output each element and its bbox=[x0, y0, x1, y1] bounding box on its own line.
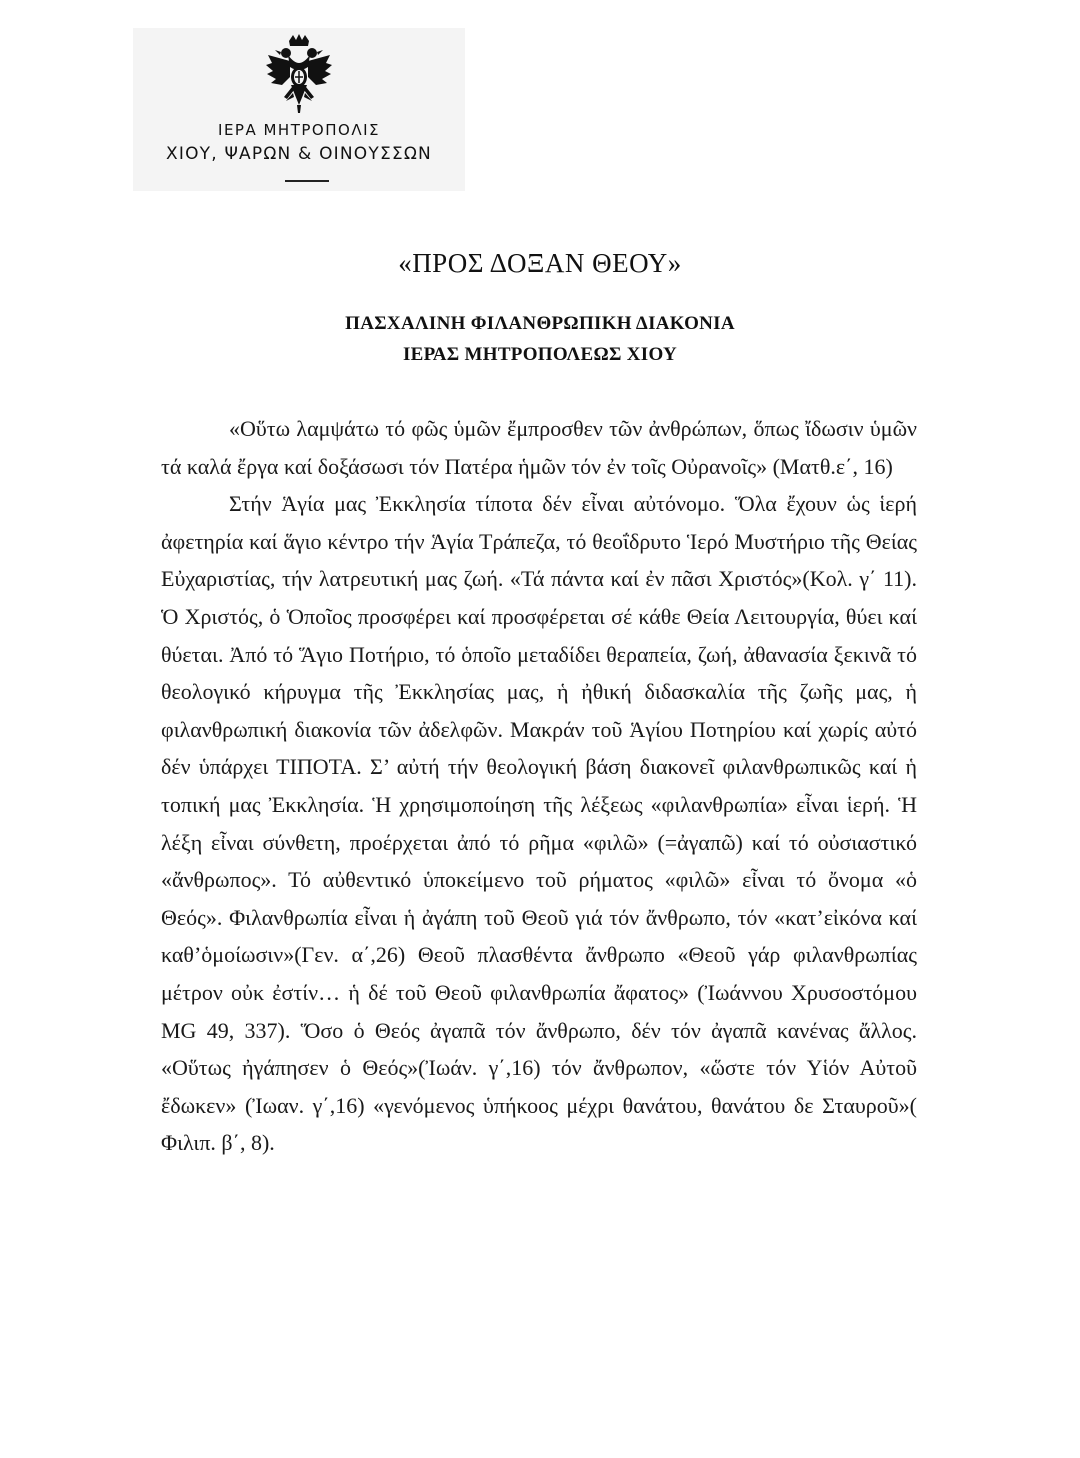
body-text bbox=[161, 410, 917, 1162]
subtitle-line-1: ΠΑΣΧΑΛΙΝΗ ΦΙΛΑΝΘΡΩΠΙΚΗ ΔΙΑΚΟΝΙΑ bbox=[345, 313, 735, 334]
document-title: «ΠΡΟΣ ΔΟΞΑΝ ΘΕΟΥ» bbox=[398, 248, 682, 278]
paragraph-quote: «Οὕτω λαμψάτω τό φῶς ὑμῶν ἔμπροσθεν τῶν ἀνθρώπων, ὅπως ἴδωσιν ὑμῶν τά καλά ἔργα καί δοξάσωσι τόν Πατέρα ἡμῶν τόν ἐν τοῖς Οὐρανοῖς» (Ματθ.ε΄, 16) bbox=[161, 416, 917, 479]
paragraph-main: Στήν Ἁγία μας Ἐκκλησία τίποτα δέν εἶναι αὐτόνομο. Ὅλα ἔχουν ὡς ἱερή ἀφετηρία καί ἅγιο κέντρο τήν Ἁγία Τράπεζα, τό θεοΐδρυτο Ἱερό Μυστήριο τῆς Θείας Εὐχαριστίας, τήν λατρευτική μας ζωή. «Τά πάντα καί ἐν πᾶσι Χριστός»(Κολ. γ΄ 11). Ὁ Χριστός, ὁ Ὁποῖος προσφέρει καί προσφέρεται σέ κάθε Θεία Λειτουργία, θύει καί θύεται. Ἀπό τό Ἅγιο Ποτήριο, τό ὁποῖο μεταδίδει θεραπεία, ζωή, ἀθανασία ξεκινᾶ τό θεολογικό κήρυγμα τῆς Ἐκκλησίας μας, ἡ ἠθική διδασκαλία τῆς ζωῆς μας, ἡ φιλανθρωπική διακονία τῶν ἀδελφῶν. Μακράν τοῦ Ἁγίου Ποτηρίου καί χωρίς αὐτό δέν ὑπάρχει ΤΙΠΟΤΑ. Σ’ αὐτή τήν θεολογική βάση διακονεῖ φιλανθρωπικῶς καί ἡ τοπική μας Ἐκκλησία. Ἡ χρησιμοποίηση τῆς λέξεως «φιλανθρωπία» εἶναι ἱερή. Ἡ λέξη εἶναι σύνθετη, προέρχεται ἀπό τό ρῆμα «φιλῶ» (=ἀγαπῶ) καί τό οὐσιαστικό «ἄνθρωπος». Τό αὐθεντικό ὑποκείμενο τοῦ ρήματος «φιλῶ» εἶναι τό ὄνομα «ὁ Θεός». Φιλανθρωπία εἶναι ἡ ἀγάπη τοῦ Θεοῦ γιά τόν ἄνθρωπο, τόν «κατ’εἰκόνα καί καθ’ὁμοίωσιν»(Γεν. α΄,26) Θεοῦ πλασθέντα ἄνθρωπο «Θεοῦ γάρ φιλανθρωπίας μέτρον οὐκ ἐστίν… ἡ δέ τοῦ Θεοῦ φιλανθρωπία ἄφατος» (Ἰωάννου Χρυσοστόμου MG 49, 337). Ὅσο ὁ Θεός ἀγαπᾶ τόν ἄνθρωπο, δέν τόν ἀγαπᾶ κανένας ἄλλος. «Οὕτως ἠγάπησεν ὁ Θεός»(Ἰωάν. γ΄,16) τόν ἄνθρωπον, «ὥστε τόν Υἱόν Αὐτοῦ ἔδωκεν» (Ἰωαν. γ΄,16) «γενόμενος ὑπήκοος μέχρι θανάτου, θανάτου δε Σταυροῦ»( Φιλιπ. β΄, 8). bbox=[161, 491, 917, 1156]
subtitle-line-2: ΙΕΡΑΣ ΜΗΤΡΟΠΟΛΕΩΣ ΧΙΟΥ bbox=[402, 344, 678, 365]
letterhead-divider bbox=[285, 180, 329, 182]
letterhead-line-1: ΙΕΡΑ ΜΗΤΡΟΠΟΛΙΣ bbox=[218, 121, 380, 139]
double-headed-eagle-icon bbox=[264, 33, 334, 115]
letterhead-line-2: ΧΙΟΥ, ΨΑΡΩΝ & ΟΙΝΟΥΣΣΩΝ bbox=[166, 144, 432, 164]
letterhead bbox=[133, 28, 465, 191]
